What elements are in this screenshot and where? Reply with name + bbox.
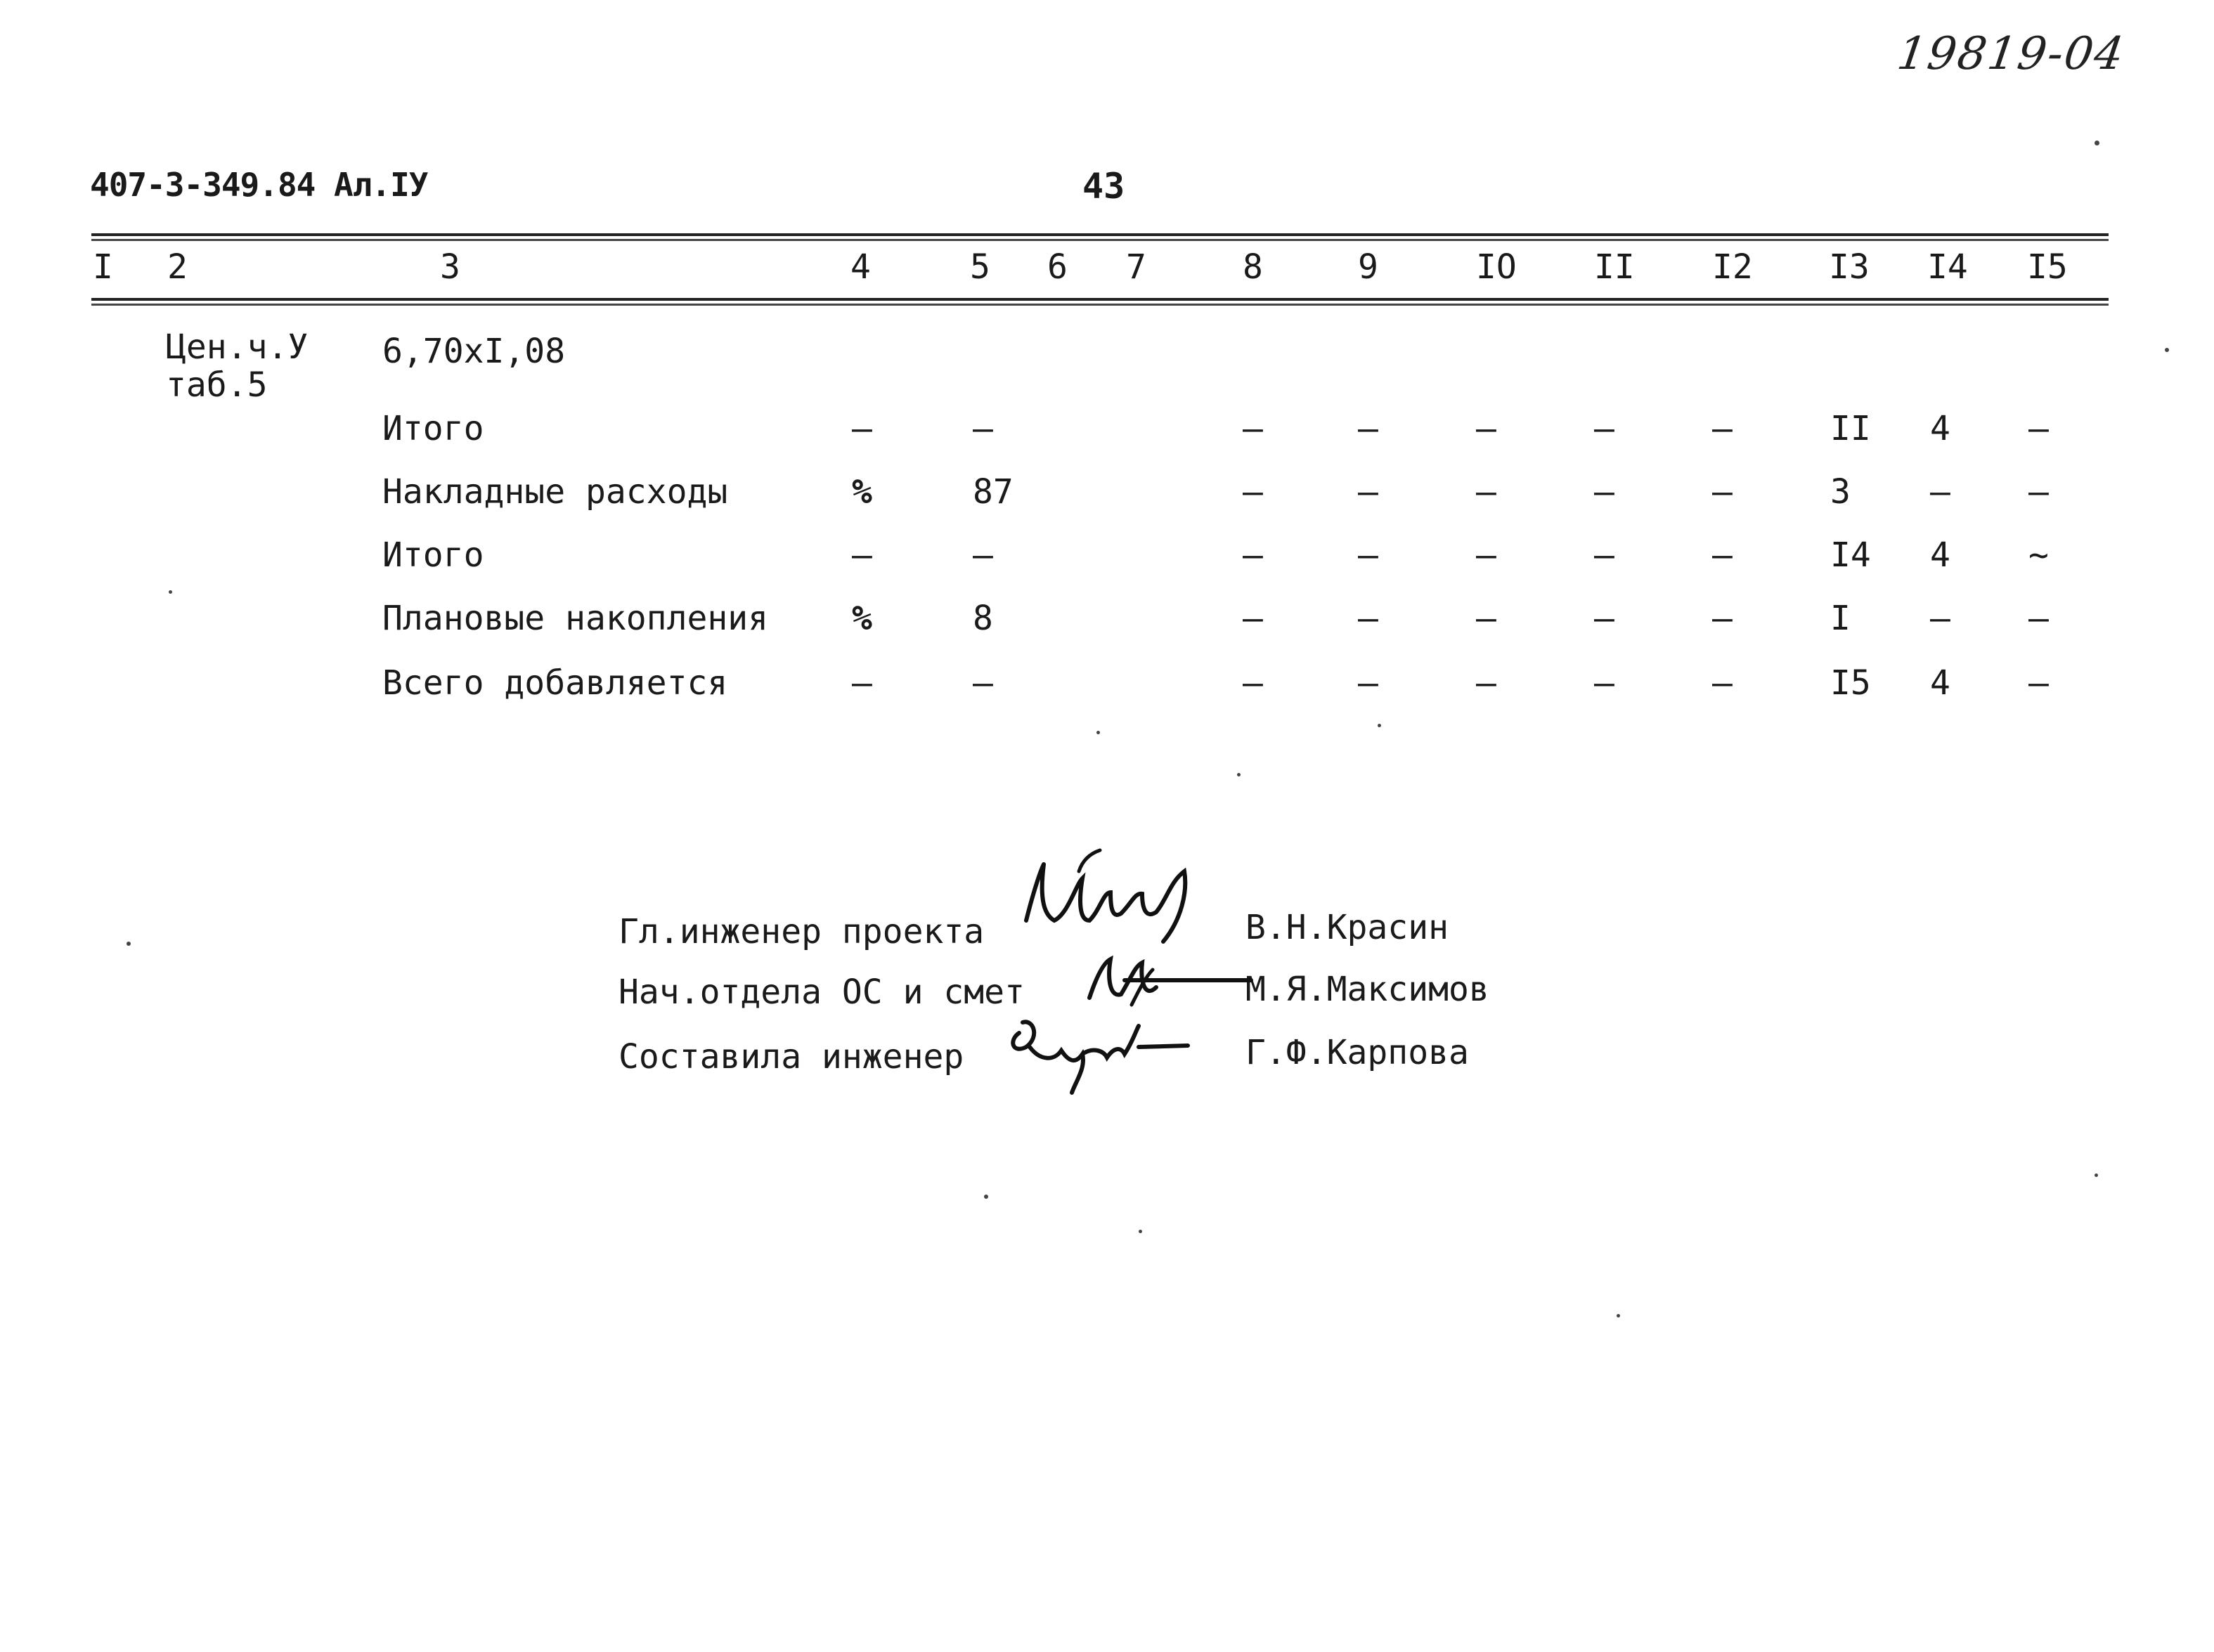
signatory-role: Гл.инженер проекта — [619, 912, 985, 951]
cell-col5: – — [973, 663, 993, 703]
cell-col5: – — [973, 535, 993, 575]
column-number: 3 — [440, 247, 460, 287]
cell-col14: 4 — [1930, 409, 1950, 448]
cell-col14: 4 — [1930, 663, 1950, 703]
scan-speck — [2095, 1173, 2098, 1177]
cell-col10: – — [1476, 599, 1496, 638]
cell-col5: – — [973, 409, 993, 448]
cell-col9: – — [1358, 535, 1378, 575]
signatory-role: Составила инженер — [619, 1037, 964, 1077]
row-label: Итого — [382, 535, 484, 575]
column-number: I5 — [2027, 247, 2068, 287]
column-number: II — [1594, 247, 1635, 287]
cell-col8: – — [1243, 472, 1263, 512]
signatory-name: Г.Ф.Карпова — [1245, 1033, 1469, 1072]
cell-col10: – — [1476, 663, 1496, 703]
table-top-rule-inner — [91, 239, 2109, 241]
page-number: 43 — [1082, 166, 1125, 207]
cell-col15: ~ — [2028, 535, 2049, 575]
row-label: Всего добавляется — [382, 663, 728, 703]
cell-col14: 4 — [1930, 535, 1950, 575]
cell-col12: – — [1712, 472, 1733, 512]
column-number: 9 — [1358, 247, 1378, 287]
cell-col13: I5 — [1830, 663, 1871, 703]
cell-col4: – — [852, 535, 872, 575]
cell-col15: – — [2028, 472, 2049, 512]
cell-col15: – — [2028, 663, 2049, 703]
scan-speck — [1139, 1230, 1142, 1233]
cell-col5: 87 — [973, 472, 1014, 512]
cell-col11: – — [1594, 599, 1614, 638]
row-label: Итого — [382, 409, 484, 448]
cell-col8: – — [1243, 663, 1263, 703]
archive-number: 19819-04 — [1893, 28, 2128, 80]
cell-col12: – — [1712, 663, 1733, 703]
signatory-name: В.Н.Красин — [1245, 908, 1449, 947]
scan-speck — [984, 1195, 988, 1199]
cell-col12: – — [1712, 599, 1733, 638]
signature-chief-engineer — [1012, 843, 1223, 956]
cell-col4: – — [852, 663, 872, 703]
signature-compiler — [998, 1005, 1209, 1096]
cell-col12: – — [1712, 535, 1733, 575]
cell-col11: – — [1594, 663, 1614, 703]
column-number: 5 — [970, 247, 990, 287]
cell-col13: I — [1830, 599, 1851, 638]
cell-col13: I4 — [1830, 535, 1871, 575]
scan-speck — [2095, 141, 2099, 145]
cell-col4: – — [852, 409, 872, 448]
cell-col10: – — [1476, 409, 1496, 448]
cell-col15: – — [2028, 409, 2049, 448]
cell-col9: – — [1358, 663, 1378, 703]
cell-col14: – — [1930, 472, 1950, 512]
cell-col5: 8 — [973, 599, 993, 638]
cell-col9: – — [1358, 472, 1378, 512]
header-bottom-rule — [91, 298, 2109, 301]
cell-col4: % — [852, 472, 872, 512]
scan-speck — [1237, 773, 1241, 776]
cell-col13: 3 — [1830, 472, 1851, 512]
scan-speck — [1096, 731, 1100, 734]
scan-speck — [1617, 1314, 1620, 1318]
column-number: 4 — [850, 247, 871, 287]
document-code: 407-3-349.84 Ал.IУ — [90, 166, 428, 204]
source-reference-line1: Цен.ч.У — [166, 327, 309, 367]
column-number: 2 — [167, 247, 188, 287]
cell-col8: – — [1243, 599, 1263, 638]
row-label: Плановые накопления — [382, 599, 769, 638]
column-number: 8 — [1243, 247, 1263, 287]
column-number: 6 — [1047, 247, 1068, 287]
cell-col11: – — [1594, 409, 1614, 448]
cell-col4: % — [852, 599, 872, 638]
source-reference-line2: таб.5 — [166, 365, 268, 405]
cell-col10: – — [1476, 535, 1496, 575]
cell-col9: – — [1358, 409, 1378, 448]
scan-speck — [2165, 348, 2169, 352]
column-number: I — [93, 247, 113, 287]
scan-speck — [127, 942, 131, 946]
table-top-rule — [91, 233, 2109, 236]
cell-col8: – — [1243, 409, 1263, 448]
cell-col11: – — [1594, 535, 1614, 575]
cell-col14: – — [1930, 599, 1950, 638]
signatory-role: Нач.отдела ОС и смет — [619, 973, 1025, 1012]
header-bottom-rule-inner — [91, 304, 2109, 306]
cell-col13: II — [1830, 409, 1871, 448]
signatory-name: М.Я.Максимов — [1245, 970, 1489, 1009]
column-number: 7 — [1126, 247, 1146, 287]
cell-col10: – — [1476, 472, 1496, 512]
cell-col12: – — [1712, 409, 1733, 448]
source-formula: 6,70хI,08 — [382, 332, 566, 371]
cell-col9: – — [1358, 599, 1378, 638]
scan-speck — [169, 590, 172, 594]
row-label: Накладные расходы — [382, 472, 728, 512]
cell-col15: – — [2028, 599, 2049, 638]
column-number: I2 — [1712, 247, 1753, 287]
column-number: IO — [1476, 247, 1517, 287]
column-number: I4 — [1927, 247, 1968, 287]
cell-col8: – — [1243, 535, 1263, 575]
scan-speck — [1378, 724, 1381, 727]
column-number: I3 — [1829, 247, 1870, 287]
cell-col11: – — [1594, 472, 1614, 512]
